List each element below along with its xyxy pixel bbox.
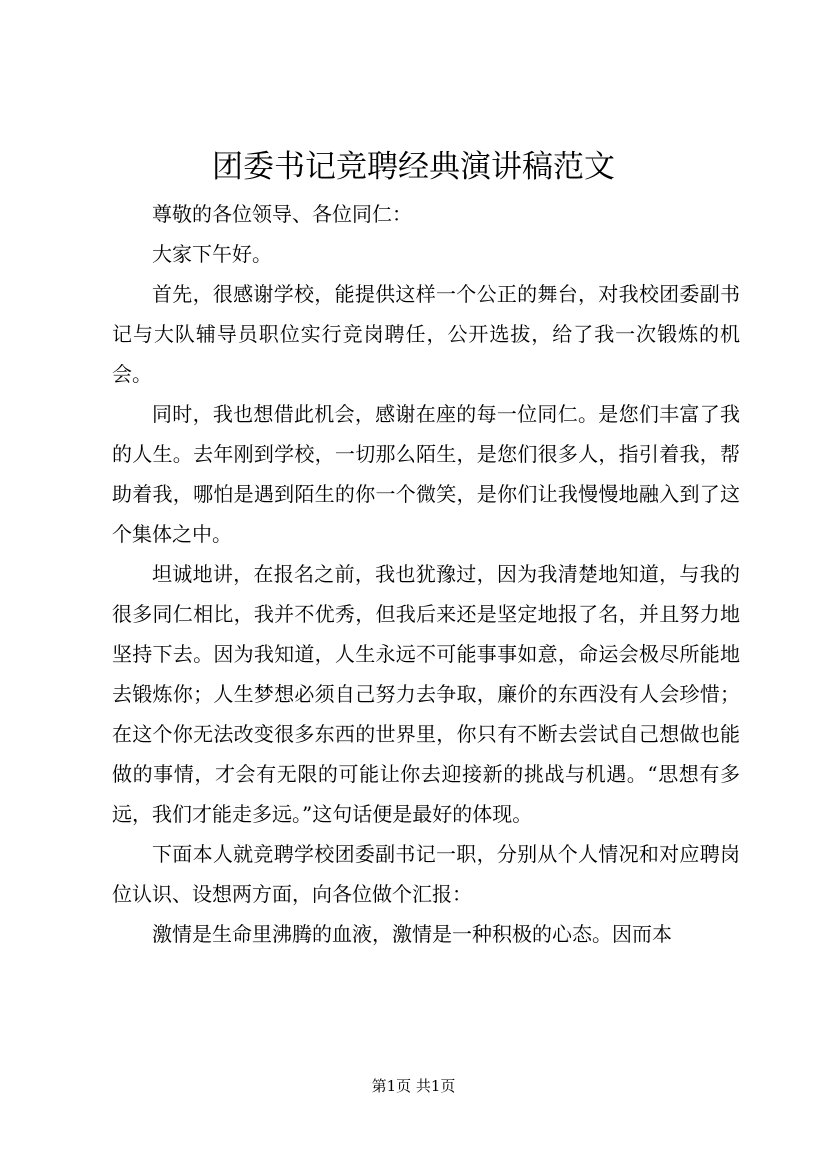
- body-paragraph: 下面本人就竞聘学校团委副书记一职，分别从个人情况和对应聘岗位认识、设想两方面，向各位做个汇报：: [112, 842, 740, 906]
- body-paragraph: 首先，很感谢学校，能提供这样一个公正的舞台，对我校团委副书记与大队辅导员职位实行竞岗聘任，公开选拔，给了我一次锻炼的机会。: [112, 282, 740, 386]
- body-paragraph: 坦诚地讲，在报名之前，我也犹豫过，因为我清楚地知道，与我的很多同仁相比，我并不优秀，但我后来还是坚定地报了名，并且努力地坚持下去。因为我知道，人生永远不可能事事如意，命运会极尽所能地去锻炼你；人生梦想必须自己努力去争取，廉价的东西没有人会珍惜；在这个你无法改变很多东西的世界里，你只有不断去尝试自己想做也能做的事情，才会有无限的可能让你去迎接新的挑战与机遇。“思想有多远，我们才能走多远。”这句话便是最好的体现。: [112, 562, 740, 826]
- document-title: 团委书记竞聘经典演讲稿范文: [212, 149, 615, 185]
- greeting-paragraph: 大家下午好。: [152, 242, 272, 266]
- salutation-paragraph: 尊敬的各位领导、各位同仁：: [152, 202, 412, 226]
- body-paragraph: 激情是生命里沸腾的血液，激情是一种积极的心态。因而本: [152, 922, 672, 946]
- body-paragraph: 同时，我也想借此机会，感谢在座的每一位同仁。是您们丰富了我的人生。去年刚到学校，一切那么陌生，是您们很多人，指引着我，帮助着我，哪怕是遇到陌生的你一个微笑，是你们让我慢慢地融入到了这个集体之中。: [112, 402, 740, 546]
- document-body: [112, 194, 740, 954]
- page-footer: 第1页 共1页: [371, 1077, 456, 1095]
